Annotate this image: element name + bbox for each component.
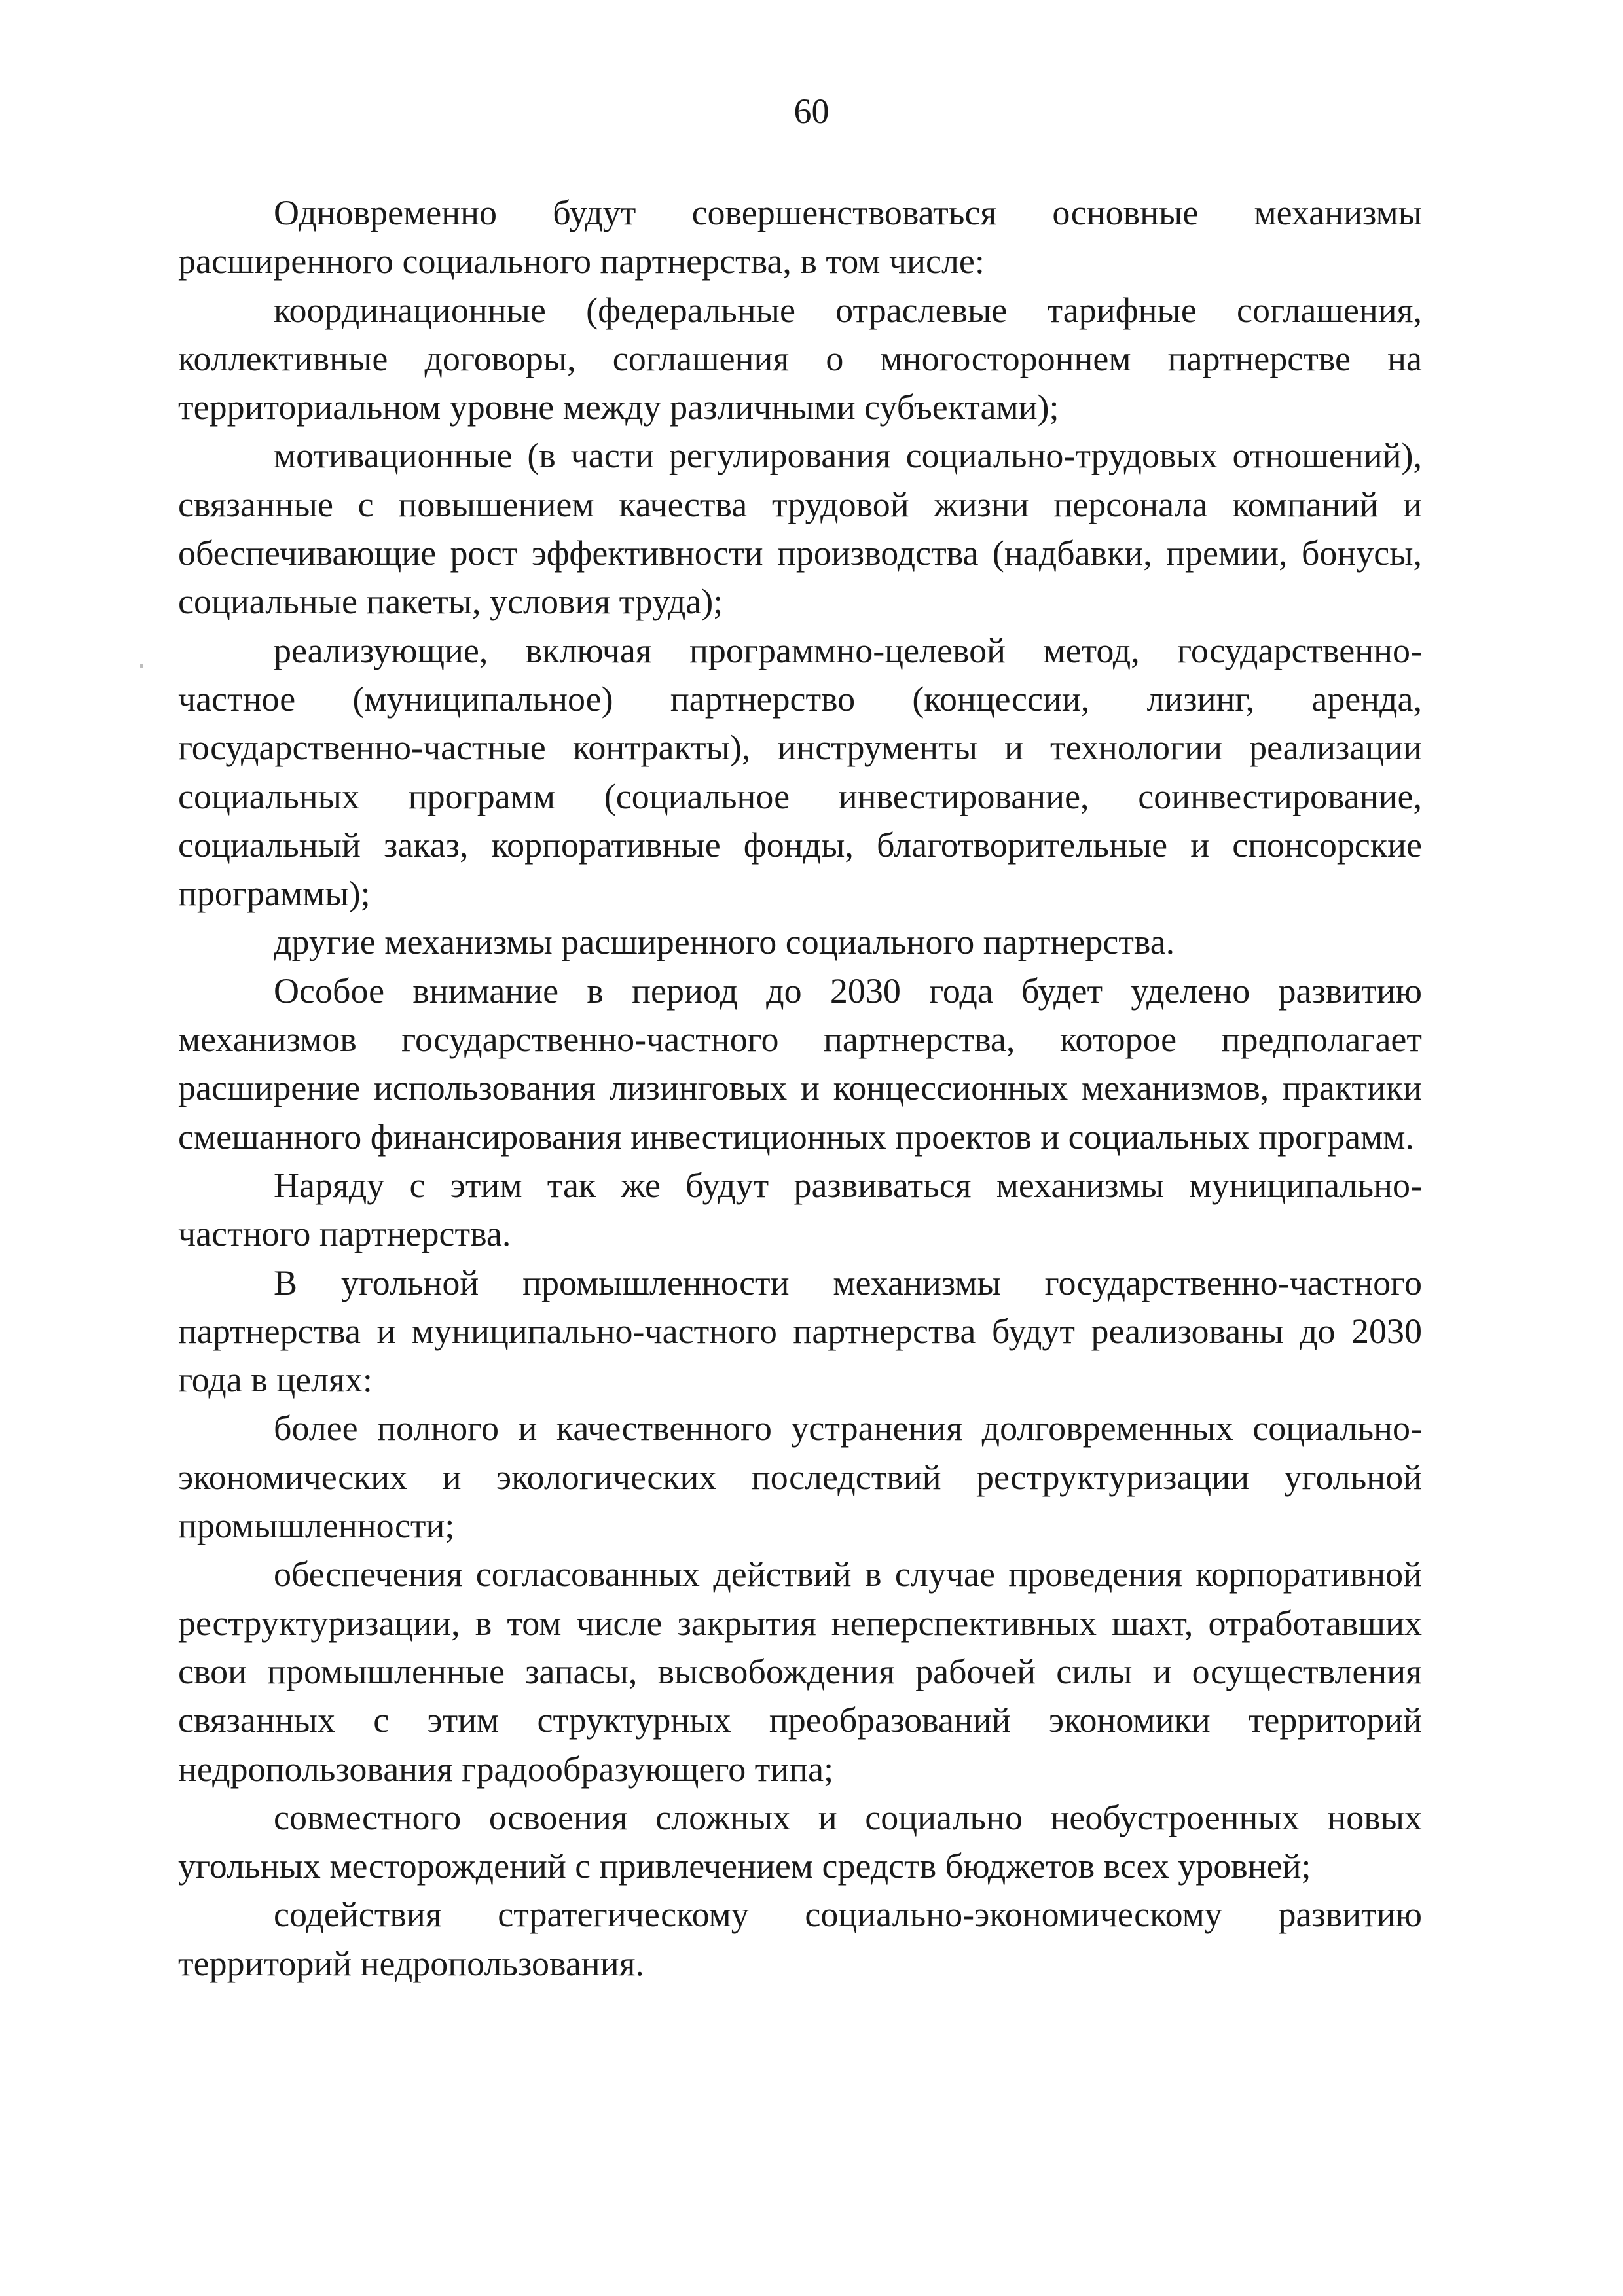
paragraph-goal-coordination: обеспечения согласованных действий в случае проведения корпоративной реструктуризации, в том числе закрытия неперспективных шахт, отработавших свои промышленные запасы, высвобождения рабочей силы и осуществления связанных с этим структурных преобразований экономики территорий недропользования градообразующего типа; (178, 1554, 1422, 1789)
paragraph-intro: Одновременно будут совершенствоваться основные механизмы расширенного социального партнерства, в том числе: (178, 193, 1422, 281)
paragraph-goal-joint-development: совместного освоения сложных и социально необустроенных новых угольных месторождений с привлечением средств бюджетов всех уровней; (178, 1797, 1422, 1886)
paragraph-special-attention: Особое внимание в период до 2030 года будет уделено развитию механизмов государственно-частного партнерства, которое предполагает расширение использования лизинговых и концессионных механизмов, практики смешанного финансирования инвестиционных проектов и социальных программ. (178, 971, 1422, 1157)
paragraph-coordination: координационные (федеральные отраслевые тарифные соглашения, коллективные договоры, соглашения о многостороннем партнерстве на территориальном уровне между различными субъектами); (178, 290, 1422, 427)
document-body (178, 188, 1422, 1988)
paragraph-other-mechanisms: другие механизмы расширенного социального партнерства. (274, 922, 1175, 962)
paragraph-goal-strategic-development: содействия стратегическому социально-экономическому развитию территорий недропользования. (178, 1895, 1422, 1983)
paragraph-coal-industry: В угольной промышленности механизмы государственно-частного партнерства и муниципально-частного партнерства будут реализованы до 2030 года в целях: (178, 1263, 1422, 1400)
paragraph-implementing: реализующие, включая программно-целевой метод, государственно-частное (муниципальное) партнерство (концессии, лизинг, аренда, государственно-частные контракты), инструменты и технологии реализации социальных программ (социальное инвестирование, соинвестирование, социальный заказ, корпоративные фонды, благотворительные и спонсорские программы); (178, 630, 1422, 914)
paragraph-goal-elimination: более полного и качественного устранения долговременных социально-экономических и экологических последствий реструктуризации угольной промышленности; (178, 1408, 1422, 1546)
paragraph-motivation: мотивационные (в части регулирования социально-трудовых отношений), связанные с повышением качества трудовой жизни персонала компаний и обеспечивающие рост эффективности производства (надбавки, премии, бонусы, социальные пакеты, условия труда); (178, 436, 1422, 622)
page-number: 60 (793, 92, 830, 131)
scan-speck (140, 664, 143, 668)
paragraph-municipal-private: Наряду с этим так же будут развиваться механизмы муниципально-частного партнерства. (178, 1165, 1422, 1254)
